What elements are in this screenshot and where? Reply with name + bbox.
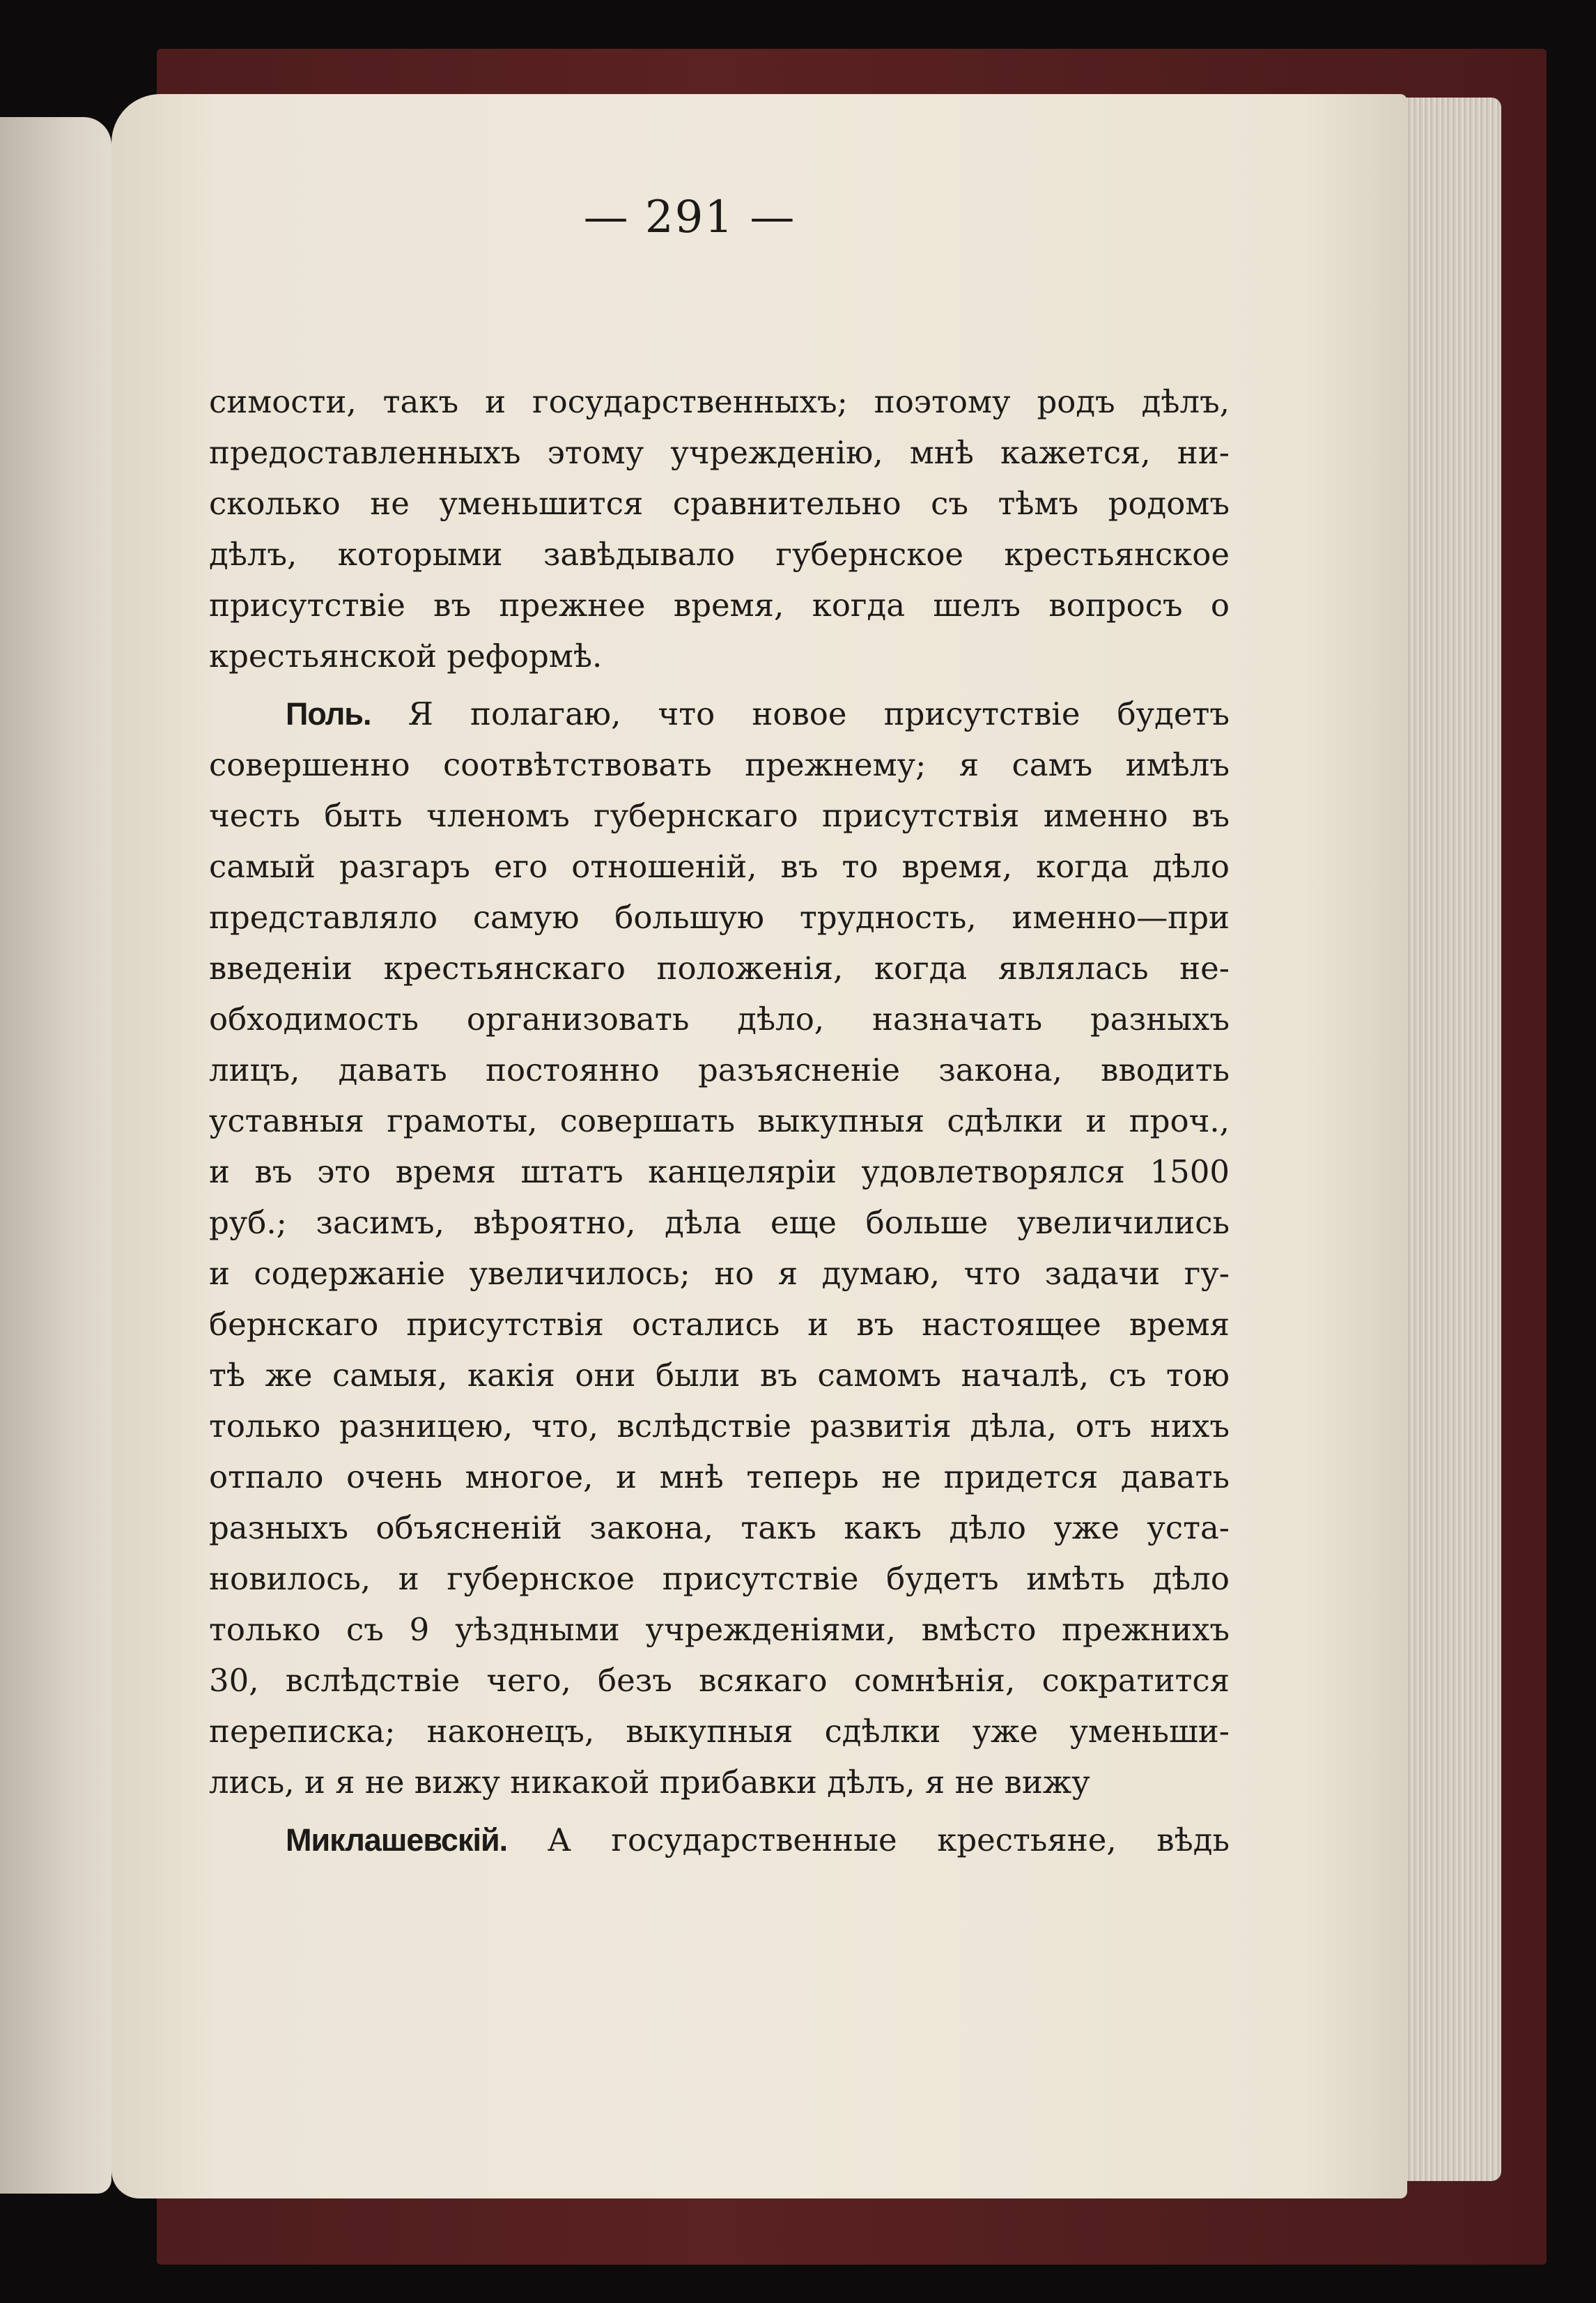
- text-line: предоставленныхъ этому учрежденію, мнѣ кажется, ни-: [209, 434, 1230, 471]
- speech-text: Я полагаю, что новое присутствіе будетъ: [408, 695, 1230, 732]
- paragraph-1: [209, 376, 1230, 681]
- text-line: [209, 688, 1230, 739]
- text-line: дѣлъ, которыми завѣдывало губернское крестьянское: [209, 536, 1230, 573]
- text-line: только съ 9 уѣздными учрежденіями, вмѣсто прежнихъ: [209, 1611, 1230, 1648]
- text-line: разныхъ объясненій закона, такъ какъ дѣло уже уста-: [209, 1509, 1230, 1546]
- text-line: лись, и я не вижу никакой прибавки дѣлъ, я не вижу: [209, 1764, 1090, 1801]
- text-line: введеніи крестьянскаго положенія, когда являлась не-: [209, 950, 1230, 987]
- speaker-name: Поль.: [286, 696, 371, 732]
- text-line: обходимость организовать дѣло, назначать разныхъ: [209, 1001, 1230, 1038]
- left-page-edge: [0, 117, 111, 2194]
- text-line: бернскаго присутствія остались и въ настоящее время: [209, 1306, 1230, 1343]
- paragraph-2: [209, 688, 1230, 1808]
- text-line: отпало очень многое, и мнѣ теперь не придется давать: [209, 1458, 1230, 1495]
- text-line: новилось, и губернское присутствіе будетъ имѣть дѣло: [209, 1560, 1230, 1597]
- page-text: [209, 376, 1230, 1865]
- text-line: и въ это время штатъ канцеляріи удовлетворялся 1500: [209, 1153, 1230, 1190]
- paragraph-3: [209, 1815, 1230, 1865]
- page-number: — 291 —: [583, 192, 796, 243]
- text-line: тѣ же самыя, какія они были въ самомъ началѣ, съ тою: [209, 1357, 1230, 1394]
- text-line: уставныя грамоты, совершать выкупныя сдѣлки и проч.,: [209, 1102, 1230, 1139]
- text-line: присутствіе въ прежнее время, когда шелъ вопросъ о: [209, 587, 1230, 624]
- text-line: честь быть членомъ губернскаго присутствія именно въ: [209, 797, 1230, 834]
- speech-text: А государственные крестьяне, вѣдь: [547, 1821, 1230, 1858]
- text-line: представляло самую большую трудность, именно—при: [209, 899, 1230, 936]
- text-line: симости, такъ и государственныхъ; поэтому родъ дѣлъ,: [209, 383, 1230, 420]
- text-line: руб.; засимъ, вѣроятно, дѣла еще больше увеличились: [209, 1204, 1230, 1241]
- text-line: 30, вслѣдствіе чего, безъ всякаго сомнѣнія, сократится: [209, 1662, 1230, 1699]
- text-line: крестьянской реформѣ.: [209, 638, 603, 675]
- text-line: переписка; наконецъ, выкупныя сдѣлки уже уменьши-: [209, 1713, 1230, 1750]
- text-line: сколько не уменьшится сравнительно съ тѣмъ родомъ: [209, 485, 1230, 522]
- text-line: только разницею, что, вслѣдствіе развитія дѣла, отъ нихъ: [209, 1408, 1230, 1445]
- text-line: и содержаніе увеличилось; но я думаю, что задачи гу-: [209, 1255, 1230, 1292]
- text-line: самый разгаръ его отношеній, въ то время, когда дѣло: [209, 848, 1230, 885]
- speaker-name: Миклашевскій.: [286, 1822, 508, 1858]
- text-line: [209, 1815, 1230, 1865]
- text-line: совершенно соотвѣтствовать прежнему; я самъ имѣлъ: [209, 746, 1230, 783]
- text-line: лицъ, давать постоянно разъясненіе закона, вводить: [209, 1052, 1230, 1088]
